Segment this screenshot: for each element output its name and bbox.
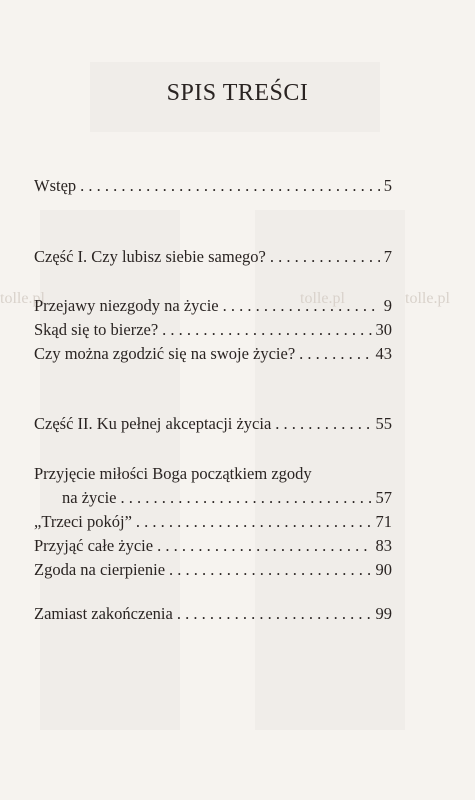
toc-entry-page: 9	[383, 296, 392, 315]
toc-entry-przyjac	[34, 536, 392, 556]
toc-entry-label: Skąd się to bierze?	[34, 320, 159, 339]
leader-dots	[299, 344, 371, 364]
page-title: SPIS TREŚCI	[166, 80, 309, 106]
leader-dots	[275, 414, 371, 434]
toc-entry-page: 99	[375, 604, 392, 623]
watermark-text-2: tolle.pl	[300, 290, 345, 307]
toc-entry-zgoda	[34, 560, 392, 580]
toc-entry-page: 71	[375, 512, 392, 531]
toc-entry-page: 30	[375, 320, 392, 339]
toc-entry-part-2	[34, 414, 392, 434]
leader-dots	[162, 320, 371, 340]
toc-entry-label: Część II. Ku pełnej akceptacji życia	[34, 414, 272, 433]
toc-entry-wstep	[34, 176, 392, 196]
toc-entry-label: Wstęp	[34, 176, 77, 195]
toc-entry-label: Przejawy niezgody na życie	[34, 296, 219, 315]
toc-entry-label: na życie	[62, 488, 117, 507]
leader-dots	[157, 536, 371, 556]
toc-entry-page: 43	[375, 344, 392, 363]
toc-entry-page: 90	[375, 560, 392, 579]
watermark-text-1: tolle.pl	[0, 290, 45, 307]
leader-dots	[177, 604, 372, 624]
leader-dots	[223, 296, 380, 316]
leader-dots	[80, 176, 380, 196]
leader-dots	[169, 560, 371, 580]
toc-entry-page: 7	[383, 247, 392, 266]
toc-entry-part-1	[34, 247, 392, 267]
toc-entry-label: Czy można zgodzić się na swoje życie?	[34, 344, 296, 363]
leader-dots	[136, 512, 372, 532]
toc-entry-przyjecie-line-1: Przyjęcie miłości Boga początkiem zgody	[34, 464, 312, 483]
toc-entry-czy-mozna	[34, 344, 392, 364]
toc-entry-label: Część I. Czy lubisz siebie samego?	[34, 247, 266, 266]
toc-entry-page: 55	[375, 414, 392, 433]
toc-entry-label: Zgoda na cierpienie	[34, 560, 166, 579]
leader-dots	[270, 247, 380, 267]
watermark-text-3: tolle.pl	[405, 290, 450, 307]
toc-entry-page: 57	[375, 488, 392, 507]
toc-entry-label: Przyjąć całe życie	[34, 536, 154, 555]
toc-entry-przyjecie-line-2	[62, 488, 392, 508]
toc-entry-przejawy	[34, 296, 392, 316]
toc-entry-label: „Trzeci pokój”	[34, 512, 132, 531]
leader-dots	[121, 488, 372, 508]
toc-entry-page: 83	[375, 536, 392, 555]
toc-entry-zamiast	[34, 604, 392, 624]
toc-entry-skad	[34, 320, 392, 340]
toc-entry-trzeci-pokoj	[34, 512, 392, 532]
toc-entry-label: Zamiast zakończenia	[34, 604, 173, 623]
toc-entry-page: 5	[383, 176, 392, 195]
